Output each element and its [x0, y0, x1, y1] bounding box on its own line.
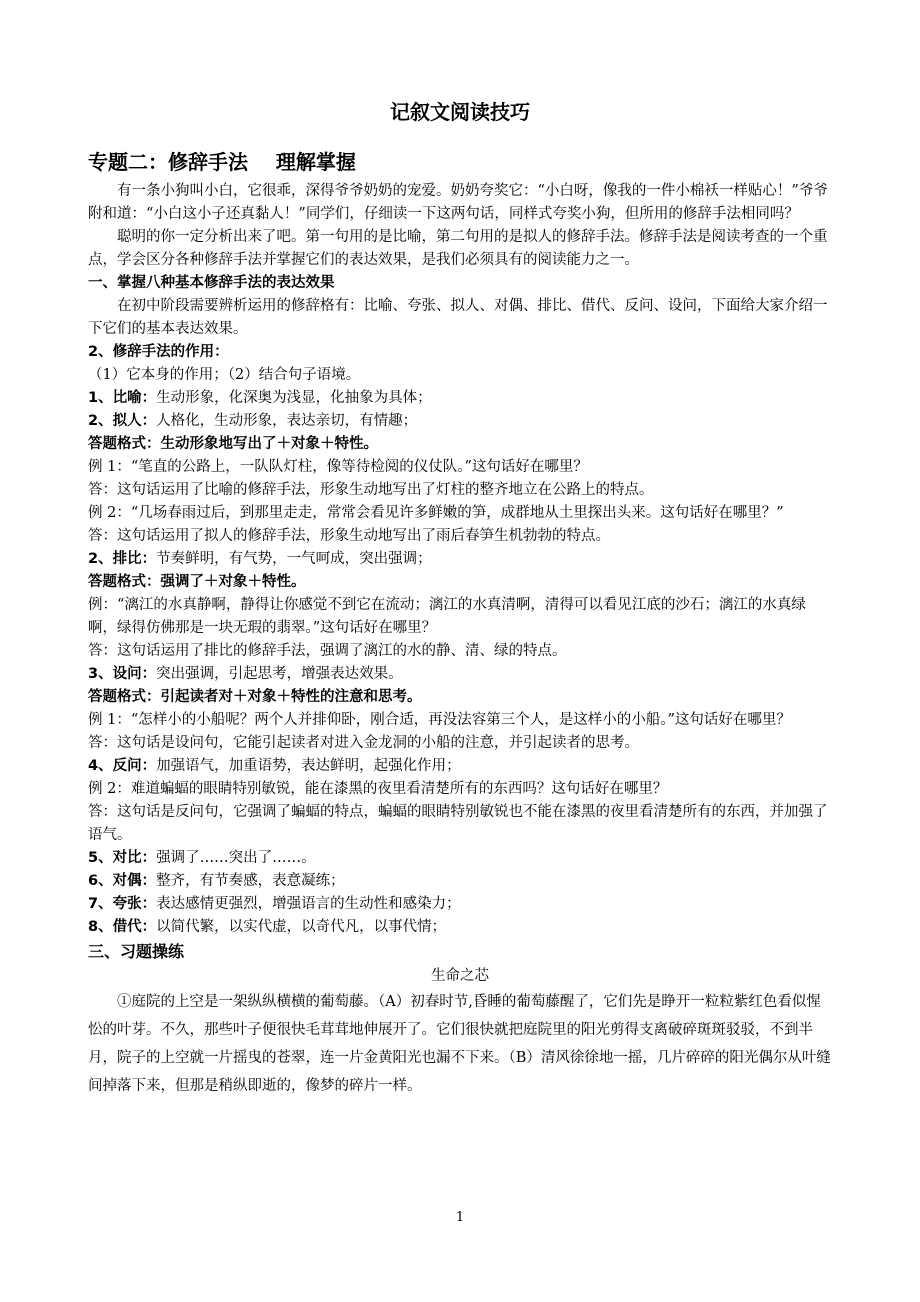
- personification-line: [88, 410, 832, 433]
- intro-paragraph-2: 聪明的你一定分析出来了吧。第一句用的是比喻，第二句用的是拟人的修辞手法。修辞手法是阅读考查的一个重点，学会区分各种修辞手法并掌握它们的表达效果，是我们必须具有的阅读能力之一。: [88, 229, 828, 268]
- example-5-question: 例 2：难道蝙蝠的眼睛特别敏锐，能在漆黑的夜里看清楚所有的东西吗？这句话好在哪里？: [88, 781, 668, 797]
- contrast-label: 5、对比：: [88, 850, 157, 866]
- metonymy-text: 以简代繁，以实代虚，以奇代凡，以事代情；: [156, 919, 447, 935]
- document-body: [88, 180, 832, 1100]
- answer-format-3: 答题格式：引起读者对＋对象＋特性的注意和思考。: [88, 689, 422, 705]
- antithesis-text: 整齐，有节奏感，表意凝练；: [156, 873, 345, 889]
- example-1-answer: 答：这句话运用了比喻的修辞手法，形象生动地写出了灯柱的整齐地立在公路上的特点。: [88, 482, 654, 498]
- example-4-answer: 答：这句话是设问句，它能引起读者对进入金龙洞的小船的注意，并引起读者的思考。: [88, 735, 639, 751]
- metonymy-label: 8、借代：: [88, 919, 157, 935]
- simile-text: 生动形象，化深奥为浅显，化抽象为具体；: [156, 390, 432, 406]
- parallelism-label: 2、排比：: [88, 551, 157, 567]
- example-4-question: 例 1：“怎样小的小船呢？两个人并排仰卧，刚合适，再没法容第三个人，是这样小的小船。”这句话好在哪里？: [88, 712, 791, 728]
- topic-subtitle: 专题二：修辞手法 理解掌握: [88, 150, 356, 174]
- example-5-answer: 答：这句话是反问句，它强调了蝙蝠的特点，蝙蝠的眼睛特别敏锐也不能在漆黑的夜里看清楚所有的东西，并加强了语气。: [88, 804, 828, 843]
- metonymy-line: [88, 916, 832, 939]
- example-2-answer: 答：这句话运用了拟人的修辞手法，形象生动地写出了雨后春笋生机勃勃的特点。: [88, 528, 610, 544]
- section-3-heading: 三、习题操练: [88, 942, 185, 961]
- story-paragraph-1: ①庭院的上空是一架纵纵横横的葡萄藤。（A）初春时节,昏睡的葡萄藤醒了，它们先是睁开一粒粒紫红色看似惺忪的叶芽。不久，那些叶子便很快毛茸茸地伸展开了。它们很快就把庭院里的阳光剪得支离破碎斑斑驳驳，不到半月，院子的上空就一片摇曳的苍翠，连一片金黄阳光也漏不下来。（B）清风徐徐地一摇，几片碎碎的阳光偶尔从叶缝间掉落下来，但那是稍纵即逝的，像梦的碎片一样。: [88, 994, 831, 1094]
- hyperbole-line: [88, 893, 832, 916]
- set-question-label: 3、设问：: [88, 666, 157, 682]
- example-2-question: 例 2：“几场春雨过后，到那里走走，常常会看见许多鲜嫩的笋，成群地从土里探出头来。这句话好在哪里？”: [88, 505, 784, 521]
- simile-line: [88, 387, 832, 410]
- example-3-question: 例：“漓江的水真静啊，静得让你感觉不到它在流动；漓江的水真清啊，清得可以看见江底的沙石；漓江的水真绿啊，绿得仿佛那是一块无瑕的翡翠。”这句话好在哪里？: [88, 597, 806, 636]
- set-question-text: 突出强调，引起思考，增强表达效果。: [156, 666, 403, 682]
- rhetorical-question-label: 4、反问：: [88, 758, 157, 774]
- parallelism-line: [88, 548, 832, 571]
- section-1-body: 在初中阶段需要辨析运用的修辞格有：比喻、夸张、拟人、对偶、排比、借代、反问、设问，下面给大家介绍一下它们的基本表达效果。: [88, 298, 828, 337]
- hyperbole-label: 7、夸张：: [88, 896, 157, 912]
- story-title: 生命之芯: [431, 968, 489, 984]
- section-1-heading: 一、掌握八种基本修辞手法的表达效果: [88, 275, 335, 291]
- document-title: 记叙文阅读技巧: [390, 100, 530, 124]
- page-number: 1: [455, 1210, 465, 1225]
- section-2-heading: 2、修辞手法的作用：: [88, 344, 229, 360]
- simile-label: 1、比喻：: [88, 390, 157, 406]
- answer-format-1: 答题格式：生动形象地写出了＋对象＋特性。: [88, 436, 378, 452]
- rhetorical-question-text: 加强语气，加重语势，表达鲜明，起强化作用；: [156, 758, 461, 774]
- contrast-line: [88, 847, 832, 870]
- antithesis-line: [88, 870, 832, 893]
- personification-label: 2、拟人：: [88, 413, 157, 429]
- set-question-line: [88, 663, 832, 686]
- rhetorical-question-line: [88, 755, 832, 778]
- personification-text: 人格化，生动形象，表达亲切，有情趣；: [156, 413, 418, 429]
- example-1-question: 例 1：“笔直的公路上，一队队灯柱，像等待检阅的仪仗队。”这句话好在哪里？: [88, 459, 588, 475]
- contrast-text: 强调了……突出了……。: [156, 850, 316, 866]
- intro-paragraph-1: 有一条小狗叫小白，它很乖，深得爷爷奶奶的宠爱。奶奶夸奖它：“小白呀，像我的一件小棉袄一样贴心！”爷爷附和道：“小白这小子还真黏人！”同学们，仔细读一下这两句话，同样式夸奖小狗，但所用的修辞手法相同吗？: [88, 183, 828, 222]
- example-3-answer: 答：这句话运用了排比的修辞手法，强调了漓江的水的静、清、绿的特点。: [88, 643, 567, 659]
- section-2-body: （1）它本身的作用；（2）结合句子语境。: [88, 367, 361, 383]
- parallelism-text: 节奏鲜明，有气势，一气呵成，突出强调；: [156, 551, 432, 567]
- hyperbole-text: 表达感情更强烈，增强语言的生动性和感染力；: [156, 896, 461, 912]
- antithesis-label: 6、对偶：: [88, 873, 157, 889]
- answer-format-2: 答题格式：强调了＋对象＋特性。: [88, 574, 306, 590]
